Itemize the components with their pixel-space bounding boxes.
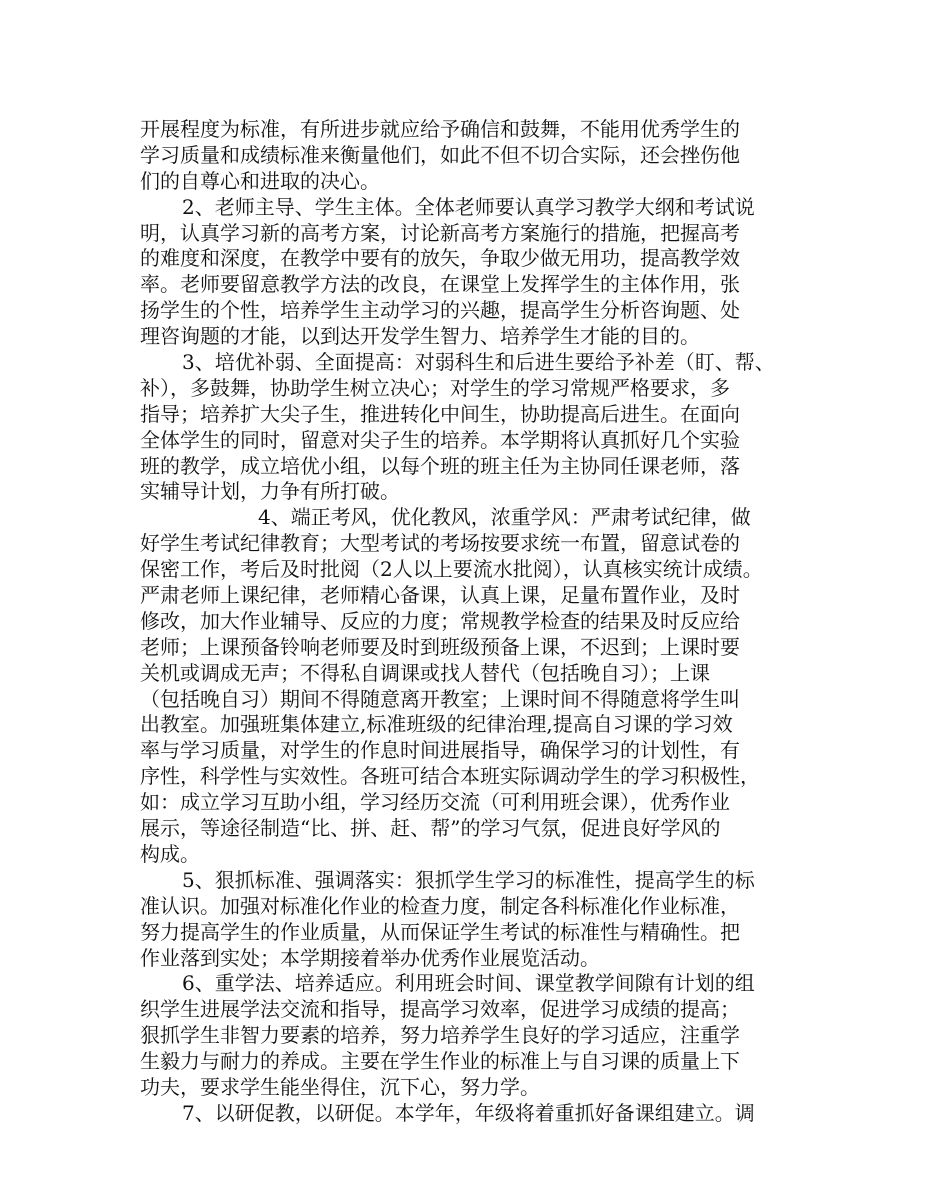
text-line: 狠抓学生非智力要素的培养，努力培养学生良好的学习适应，注重学 [140,1023,740,1048]
body-text [140,117,820,1127]
text-line: 理咨询题的才能，以到达开发学生智力、培养学生才能的目的。 [140,324,700,349]
text-line: 学习质量和成绩标准来衡量他们，如此不但不切合实际，还会挫伤他 [140,142,740,167]
text-line: 准认识。加强对标准化作业的检查力度，制定各科标准化作业标准， [140,893,740,918]
text-line: 班的教学，成立培优小组，以每个班的班主任为主协同任课老师，落 [140,453,740,478]
text-line: 好学生考试纪律教育；大型考试的考场按要求统一布置，留意试卷的 [140,531,740,556]
text-line: 出教室。加强班集体建立,标准班级的纪律治理,提高自习课的学习效 [140,712,733,737]
paragraph-5-start: 5、狠抓标准、强调落实：狠抓学生学习的标准性，提高学生的标 [182,867,755,892]
text-line: 开展程度为标准，有所进步就应给予确信和鼓舞，不能用优秀学生的 [140,117,740,141]
text-line: 织学生进展学法交流和指导，提高学习效率，促进学习成绩的提高； [140,997,740,1022]
text-line: 指导；培养扩大尖子生，推进转化中间生，协助提高后进生。在面向 [140,401,740,426]
text-line: 全体学生的同时，留意对尖子生的培养。本学期将认真抓好几个实验 [140,427,740,452]
text-line: 的难度和深度，在教学中要有的放矢，争取少做无用功，提高教学效 [140,246,740,271]
paragraph-4-start: 4、端正考风，优化教风，浓重学风：严肃考试纪律，做 [258,505,751,530]
text-line: 率与学习质量，对学生的作息时间进展指导，确保学习的计划性，有 [140,738,740,763]
text-line: 老师；上课预备铃响老师要及时到班级预备上课，不迟到；上课时要 [140,634,740,659]
text-line: 实辅导计划，力争有所打破。 [140,479,400,504]
text-line: 作业落到实处；本学期接着举办优秀作业展览活动。 [140,945,600,970]
text-line: 生毅力与耐力的养成。主要在学生作业的标准上与自习课的质量上下 [140,1049,740,1074]
text-line: 序性，科学性与实效性。各班可结合本班实际调动学生的学习积极性， [140,764,760,789]
paragraph-2-start: 2、老师主导、学生主体。全体老师要认真学习教学大纲和考试说 [182,194,755,219]
text-line: 构成。 [140,841,200,866]
text-line: 扬学生的个性，培养学生主动学习的兴趣，提高学生分析咨询题、处 [140,298,740,323]
paragraph-7-start: 7、以研促教，以研促。本学年，年级将着重抓好备课组建立。调 [182,1100,755,1125]
text-line: 保密工作，考后及时批阅（2人以上要流水批阅），认真核实统计成绩。 [140,557,763,582]
text-line: 努力提高学生的作业质量，从而保证学生考试的标准性与精确性。把 [140,919,740,944]
text-line: 如：成立学习互助小组，学习经历交流（可利用班会课），优秀作业 [140,790,730,815]
text-line: 功夫，要求学生能坐得住，沉下心，努力学。 [140,1074,540,1099]
text-line: 严肃老师上课纪律，老师精心备课，认真上课，足量布置作业，及时 [140,583,740,608]
text-line: 明，认真学习新的高考方案，讨论新高考方案施行的措施，把握高考 [140,220,740,245]
text-line: 展示，等途径制造“比、拼、赶、帮”的学习气氛，促进良好学风的 [140,816,721,841]
text-line: （包括晚自习）期间不得随意离开教室；上课时间不得随意将学生叫 [140,686,740,711]
paragraph-6-start: 6、重学法、培养适应。利用班会时间、课堂教学间隙有计划的组 [182,971,755,996]
text-line: 们的自尊心和进取的决心。 [140,168,380,193]
paragraph-3-start: 3、培优补弱、全面提高：对弱科生和后进生要给予补差（盯、帮、 [182,350,775,375]
text-line: 关机或调成无声；不得私自调课或找人替代（包括晚自习）；上课 [140,660,710,685]
text-line: 补），多鼓舞，协助学生树立决心；对学生的学习常规严格要求，多 [140,375,730,400]
text-line: 修改，加大作业辅导、反应的力度；常规教学检查的结果及时反应给 [140,608,740,633]
text-line: 率。老师要留意教学方法的改良，在课堂上发挥学生的主体作用，张 [140,272,740,297]
